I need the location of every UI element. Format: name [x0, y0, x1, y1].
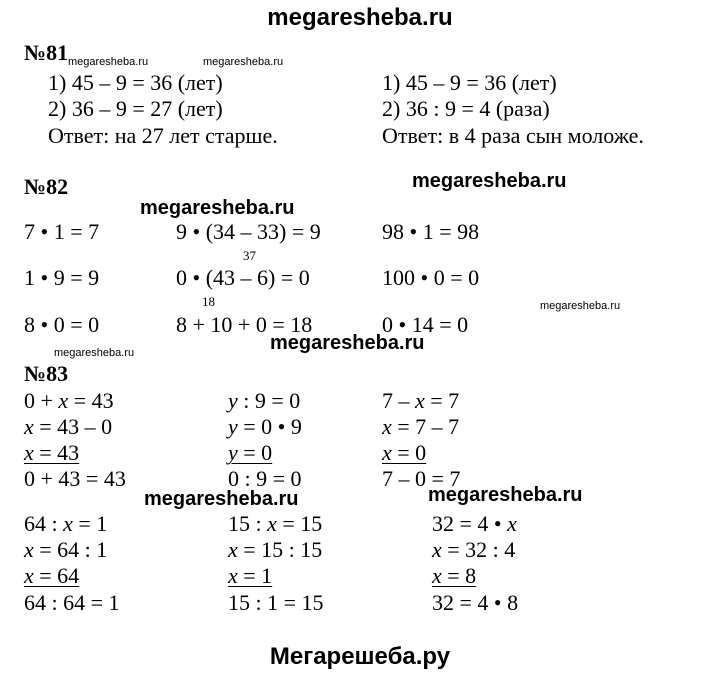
p83-equation: 7 – x = 7 [382, 388, 460, 413]
p82-expression: 9 • (34 – 33) = 9 [176, 219, 321, 244]
p83-answer: x = 64 [24, 563, 80, 588]
header-watermark: megaresheba.ru [267, 4, 453, 31]
p81-left-line: 2) 36 – 9 = 27 (лет) [48, 96, 223, 121]
p83-answer: y = 0 [228, 440, 273, 465]
watermark-small: megaresheba.ru [540, 300, 621, 312]
p82-superscript: 18 [202, 294, 215, 309]
p81-right-answer: Ответ: в 4 раза сын моложе. [382, 123, 644, 148]
p83-check: 15 : 1 = 15 [228, 590, 324, 615]
watermark-medium: megaresheba.ru [140, 197, 295, 219]
p83-check: 32 = 4 • 8 [432, 590, 519, 615]
watermark-small: megaresheba.ru [68, 56, 149, 68]
p82-superscript: 37 [243, 248, 256, 263]
p83-step: x = 32 : 4 [432, 537, 516, 562]
watermark-small: megaresheba.ru [203, 56, 284, 68]
watermark-medium: megaresheba.ru [270, 332, 425, 354]
p83-check: 0 + 43 = 43 [24, 466, 126, 491]
problem-82-heading: №82 [24, 174, 69, 199]
p83-answer: x = 1 [228, 563, 273, 588]
p83-answer: x = 8 [432, 563, 477, 588]
p83-check: 0 : 9 = 0 [228, 466, 302, 491]
p82-expression: 7 • 1 = 7 [24, 219, 100, 244]
p83-equation: 64 : x = 1 [24, 511, 108, 536]
p83-step: x = 7 – 7 [382, 414, 460, 439]
p82-expression: 8 + 10 + 0 = 18 [176, 312, 313, 337]
footer-watermark: Мегарешеба.ру [269, 643, 451, 670]
p83-step: y = 0 • 9 [228, 414, 302, 439]
p82-expression: 100 • 0 = 0 [382, 265, 480, 290]
p83-equation: 15 : x = 15 [228, 511, 323, 536]
p83-check: 64 : 64 = 1 [24, 590, 120, 615]
p81-left-line: 1) 45 – 9 = 36 (лет) [48, 70, 223, 95]
p83-equation: 32 = 4 • x [432, 511, 517, 536]
p83-step: x = 15 : 15 [228, 537, 323, 562]
p81-right-line: 1) 45 – 9 = 36 (лет) [382, 70, 557, 95]
p81-left-answer: Ответ: на 27 лет старше. [48, 123, 278, 148]
p83-equation: y : 9 = 0 [228, 388, 301, 413]
watermark-medium: megaresheba.ru [412, 170, 567, 192]
p82-expression: 98 • 1 = 98 [382, 219, 480, 244]
p82-expression: 8 • 0 = 0 [24, 312, 100, 337]
p82-expression: 0 • (43 – 6) = 0 [176, 265, 310, 290]
p83-equation: 0 + x = 43 [24, 388, 114, 413]
p83-step: x = 43 – 0 [24, 414, 113, 439]
p83-answer: x = 0 [382, 440, 427, 465]
p82-expression: 0 • 14 = 0 [382, 312, 469, 337]
p83-step: x = 64 : 1 [24, 537, 108, 562]
problem-83-heading: №83 [24, 361, 69, 386]
watermark-medium: megaresheba.ru [144, 488, 299, 510]
p83-check: 7 – 0 = 7 [382, 466, 461, 491]
p83-answer: x = 43 [24, 440, 80, 465]
p82-expression: 1 • 9 = 9 [24, 265, 100, 290]
p81-right-line: 2) 36 : 9 = 4 (раза) [382, 96, 550, 121]
watermark-medium: megaresheba.ru [428, 484, 583, 506]
problem-81-heading: №81 [24, 40, 69, 65]
watermark-small: megaresheba.ru [54, 347, 135, 359]
